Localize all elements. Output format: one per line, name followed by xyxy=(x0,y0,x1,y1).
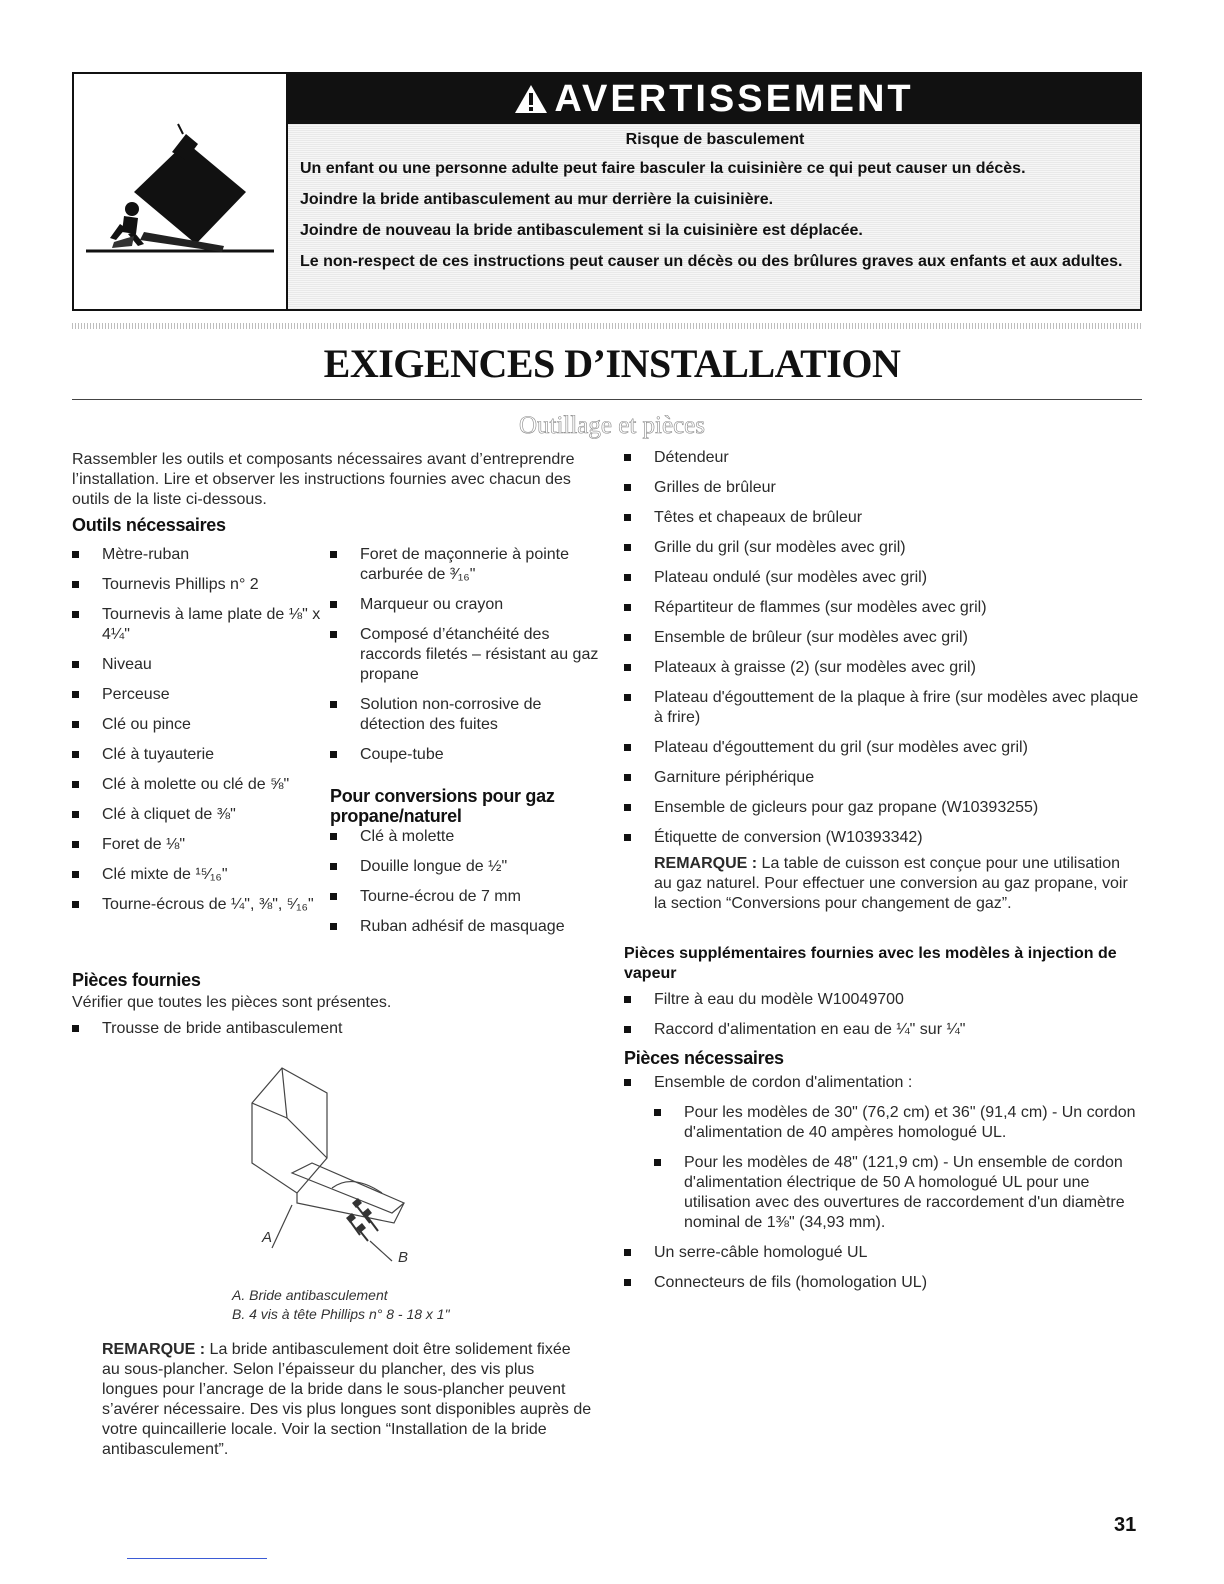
footer-rule xyxy=(127,1558,267,1559)
list-item: Répartiteur de flammes (sur modèles avec gril) xyxy=(624,598,1144,618)
bullet-square-icon xyxy=(624,1026,631,1033)
list-item: Tournevis à lame plate de ⅛" x 4¼" xyxy=(72,605,322,645)
bullet-square-icon xyxy=(624,694,631,701)
power-cord-sublist xyxy=(654,1103,1144,1233)
figure-label-a: A xyxy=(262,1229,273,1246)
figure-caption-a: A. Bride antibasculement xyxy=(232,1287,388,1303)
list-item: Trousse de bride antibasculement xyxy=(72,1019,492,1039)
bullet-square-icon xyxy=(72,661,79,668)
bullet-square-icon xyxy=(624,664,631,671)
list-item: Tourne-écrou de 7 mm xyxy=(330,887,600,907)
list-item: Ensemble de gicleurs pour gaz propane (W10393255) xyxy=(624,798,1144,818)
note-left xyxy=(102,1340,592,1460)
page-number: 31 xyxy=(1114,1514,1137,1536)
note-label: REMARQUE : xyxy=(654,855,758,872)
list-item: Plateau d'égouttement du gril (sur modèles avec gril) xyxy=(624,738,1144,758)
warning-triangle-icon xyxy=(514,84,548,114)
list-item: Plateaux à graisse (2) (sur modèles avec gril) xyxy=(624,658,1144,678)
note-label: REMARQUE : xyxy=(102,1341,206,1358)
list-item: Solution non-corrosive de détection des fuites xyxy=(330,695,600,735)
bullet-square-icon xyxy=(624,1249,631,1256)
list-item: Clé à cliquet de ⅜" xyxy=(72,805,322,825)
bullet-square-icon xyxy=(72,751,79,758)
tools-list-col1 xyxy=(72,545,322,925)
list-item: Pour les modèles de 30" (76,2 cm) et 36" (91,4 cm) - Un cordon d'alimentation de 40 ampères homologué UL. xyxy=(654,1103,1144,1143)
bullet-square-icon xyxy=(72,841,79,848)
list-item: Marqueur ou crayon xyxy=(330,595,600,615)
parts-needed-heading: Pièces nécessaires xyxy=(624,1048,784,1068)
figure-label-b: B xyxy=(398,1249,409,1266)
parts-supplied-heading: Pièces fournies xyxy=(72,970,201,990)
intro-paragraph: Rassembler les outils et composants nécessaires avant d’entreprendre l’installation. Lire et observer les instructions fournies avec chacun des outils de la liste ci-dessous. xyxy=(72,451,575,508)
list-item: Clé à molette ou clé de ⅝" xyxy=(72,775,322,795)
bullet-square-icon xyxy=(624,574,631,581)
tip-over-hazard-icon xyxy=(74,74,284,309)
bullet-square-icon xyxy=(624,744,631,751)
list-item: Composé d’étanchéité des raccords filetés – résistant au gaz propane xyxy=(330,625,600,685)
tools-heading: Outils nécessaires xyxy=(72,515,226,535)
bullet-square-icon xyxy=(624,544,631,551)
list-item: Foret de ⅛" xyxy=(72,835,322,855)
bullet-square-icon xyxy=(624,454,631,461)
list-item: Perceuse xyxy=(72,685,322,705)
warning-banner-text: AVERTISSEMENT xyxy=(554,77,914,120)
list-item: Clé ou pince xyxy=(72,715,322,735)
bullet-square-icon xyxy=(624,1079,631,1086)
bullet-square-icon xyxy=(72,781,79,788)
conversion-list xyxy=(330,827,600,947)
list-item: Plateau ondulé (sur modèles avec gril) xyxy=(624,568,1144,588)
steam-parts-heading: Pièces supplémentaires fournies avec les modèles à injection de vapeur xyxy=(624,945,1117,982)
figure-caption-b: B. 4 vis à tête Phillips n° 8 - 18 x 1" xyxy=(232,1306,450,1322)
bullet-square-icon xyxy=(72,871,79,878)
bullet-square-icon xyxy=(330,601,337,608)
bullet-square-icon xyxy=(72,721,79,728)
bullet-square-icon xyxy=(72,901,79,908)
tip-over-illustration xyxy=(74,74,288,309)
warning-line: Joindre de nouveau la bride antibasculement si la cuisinière est déplacée. xyxy=(300,222,863,239)
list-item: Filtre à eau du modèle W10049700 xyxy=(624,990,1144,1010)
list-item: Niveau xyxy=(72,655,322,675)
bullet-square-icon xyxy=(72,811,79,818)
list-item: Mètre-ruban xyxy=(72,545,322,565)
tools-list-col2 xyxy=(330,545,600,775)
list-item: Clé à tuyauterie xyxy=(72,745,322,765)
warning-line: Un enfant ou une personne adulte peut faire basculer la cuisinière ce qui peut causer un décès. xyxy=(300,160,1026,177)
bullet-square-icon xyxy=(624,514,631,521)
list-item: Pour les modèles de 48" (121,9 cm) - Un ensemble de cordon d'alimentation électrique de 50 A homologué UL pour une utilisation avec des ouvertures de raccordement d'un diamètre nominal de 1⅜" (34,93 mm). xyxy=(654,1153,1144,1233)
list-item: Garniture périphérique xyxy=(624,768,1144,788)
bullet-square-icon xyxy=(72,611,79,618)
parts-supplied-list-continued xyxy=(624,448,1144,858)
list-item: Coupe-tube xyxy=(330,745,600,765)
warning-subtitle: Risque de basculement xyxy=(625,131,805,148)
steam-parts-list xyxy=(624,990,1144,1050)
parts-needed-list xyxy=(624,1073,1144,1303)
conversion-heading: Pour conversions pour gaz propane/naturel xyxy=(330,786,555,826)
warning-line: Joindre la bride antibasculement au mur derrière la cuisinière. xyxy=(300,191,774,208)
parts-supplied-intro: Vérifier que toutes les pièces sont présentes. xyxy=(72,994,392,1011)
hatched-divider xyxy=(72,323,1142,329)
bullet-square-icon xyxy=(624,634,631,641)
bullet-square-icon xyxy=(654,1159,661,1166)
bullet-square-icon xyxy=(330,751,337,758)
parts-supplied-list xyxy=(72,1019,492,1049)
list-item: Un serre-câble homologué UL xyxy=(624,1243,1144,1263)
warning-text xyxy=(300,130,1130,283)
bullet-square-icon xyxy=(624,996,631,1003)
bullet-square-icon xyxy=(330,893,337,900)
list-item: Douille longue de ½" xyxy=(330,857,600,877)
list-item: Foret de maçonnerie à pointe carburée de ³⁄₁₆" xyxy=(330,545,600,585)
list-item: Tournevis Phillips n° 2 xyxy=(72,575,322,595)
list-item: Tourne-écrous de ¼", ⅜", ⁵⁄₁₆" xyxy=(72,895,322,915)
bullet-square-icon xyxy=(330,701,337,708)
note-right xyxy=(654,854,1139,914)
bullet-square-icon xyxy=(330,923,337,930)
bullet-square-icon xyxy=(624,804,631,811)
warning-banner xyxy=(288,74,1140,124)
list-item: Raccord d'alimentation en eau de ¼" sur ¼" xyxy=(624,1020,1144,1040)
list-item: Clé mixte de ¹⁵⁄₁₆" xyxy=(72,865,322,885)
list-item: Ruban adhésif de masquage xyxy=(330,917,600,937)
warning-box xyxy=(72,72,1142,311)
note-text: La table de cuisson est conçue pour une utilisation au gaz naturel. Pour effectuer une conversion au gaz propane, voir la section “Conversions pour changement de gaz”. xyxy=(654,855,1128,912)
title-divider xyxy=(72,399,1142,400)
page-title: EXIGENCES D’INSTALLATION xyxy=(323,341,901,386)
bullet-square-icon xyxy=(624,484,631,491)
bullet-square-icon xyxy=(624,1279,631,1286)
anti-tip-bracket-figure xyxy=(232,1063,432,1273)
list-item: Étiquette de conversion (W10393342) xyxy=(624,828,1144,848)
list-item: Grilles de brûleur xyxy=(624,478,1144,498)
list-item: Plateau d'égouttement de la plaque à frire (sur modèles avec plaque à frire) xyxy=(624,688,1144,728)
bullet-square-icon xyxy=(624,604,631,611)
list-item: Connecteurs de fils (homologation UL) xyxy=(624,1273,1144,1293)
bullet-square-icon xyxy=(72,551,79,558)
figure-caption xyxy=(232,1286,450,1324)
list-item: Têtes et chapeaux de brûleur xyxy=(624,508,1144,528)
bullet-square-icon xyxy=(330,631,337,638)
bullet-square-icon xyxy=(72,581,79,588)
section-heading: Outillage et pièces xyxy=(518,412,706,439)
list-item: Grille du gril (sur modèles avec gril) xyxy=(624,538,1144,558)
list-item: Clé à molette xyxy=(330,827,600,847)
warning-line: Le non-respect de ces instructions peut causer un décès ou des brûlures graves aux enfants et aux adultes. xyxy=(300,253,1123,270)
bullet-square-icon xyxy=(330,551,337,558)
list-item: Ensemble de cordon d'alimentation : Pour les modèles de 30" (76,2 cm) et 36" (91,4 cm) - Un cordon d'alimentation de 40 ampères homologué UL. Pour les modèles de 48" (121,9 cm) - Un ensemble de cordon d'alimentation électrique de 50 A homologué UL pour une utilisation avec des ouvertures de raccordement d'un diamètre nominal de 1⅜" (34,93 mm). xyxy=(624,1073,1144,1233)
bullet-square-icon xyxy=(330,833,337,840)
bullet-square-icon xyxy=(624,774,631,781)
list-item: Ensemble de brûleur (sur modèles avec gril) xyxy=(624,628,1144,648)
bullet-square-icon xyxy=(624,834,631,841)
bullet-square-icon xyxy=(72,691,79,698)
note-text: La bride antibasculement doit être solidement fixée au sous-plancher. Selon l’épaisseur du plancher, des vis plus longues pour l’ancrage de la bride dans le sous-plancher peuvent s’avérer nécessaire. Des vis plus longues sont disponibles auprès de votre quincaillerie locale. Voir la section “Installation de la bride antibasculement”. xyxy=(102,1341,592,1458)
list-item: Détendeur xyxy=(624,448,1144,468)
bullet-square-icon xyxy=(72,1025,79,1032)
bullet-square-icon xyxy=(330,863,337,870)
bullet-square-icon xyxy=(654,1109,661,1116)
